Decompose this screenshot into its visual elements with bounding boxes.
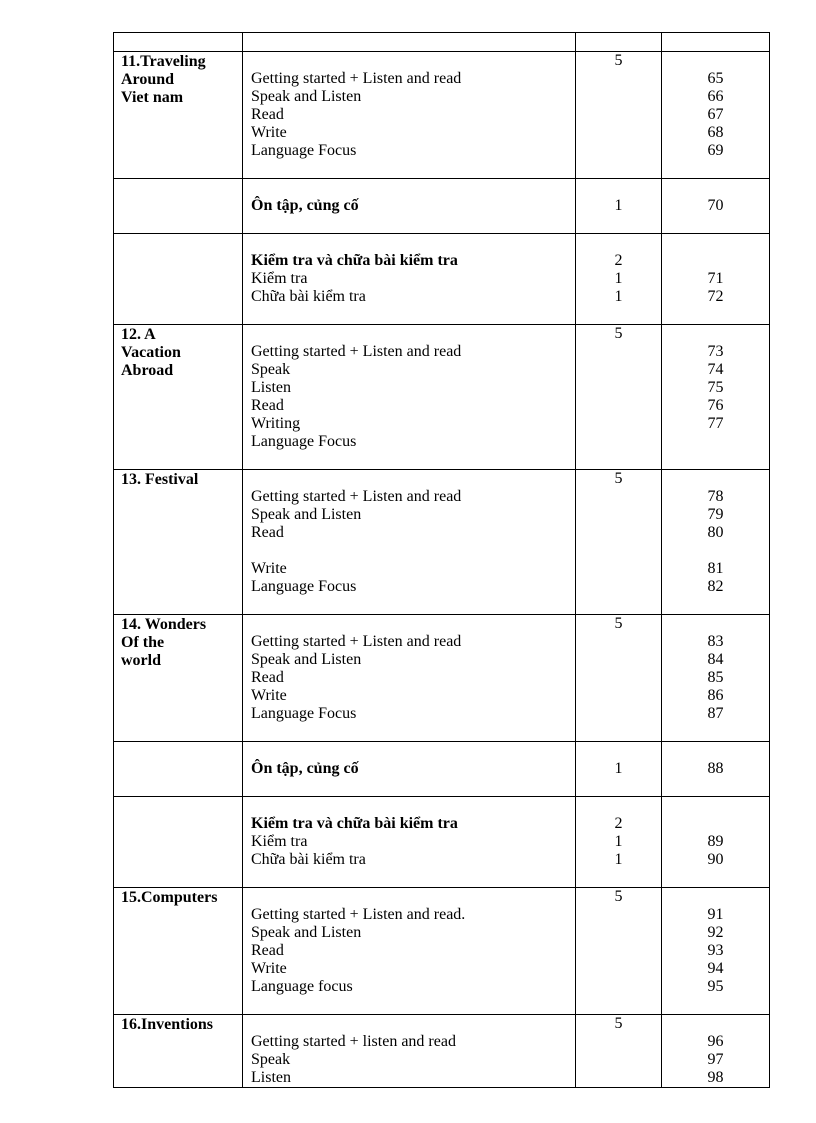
lesson-content-cell: [243, 615, 576, 742]
unit-cell: [114, 52, 243, 179]
lesson-number: 84: [707, 651, 724, 668]
unit-cell: [114, 797, 243, 888]
lesson-number: [662, 179, 769, 197]
lesson-item: Write: [251, 124, 287, 141]
unit-title: 13. Festival: [121, 471, 199, 488]
unit-cell: [114, 888, 243, 1015]
lesson-item: [251, 325, 571, 343]
lesson-number: [662, 815, 769, 833]
lesson-number: [662, 252, 769, 270]
lesson-number: 87: [707, 705, 724, 722]
unit-cell: [114, 742, 243, 797]
lesson-number: [662, 234, 769, 252]
lesson-item: [251, 888, 571, 906]
period-count: 1: [614, 833, 623, 850]
table-row: [114, 52, 770, 179]
lesson-item: Speak and Listen: [251, 651, 362, 668]
lesson-item: Chữa bài kiểm tra: [251, 851, 366, 868]
lesson-number: [662, 1015, 769, 1033]
periods-cell: [576, 52, 662, 179]
unit-title: 12. A Vacation Abroad: [121, 326, 181, 379]
lesson-content-cell: [243, 179, 576, 234]
lesson-number: [662, 470, 769, 488]
lesson-item: Read: [251, 106, 284, 123]
lesson-item: Read: [251, 397, 284, 414]
table-row: [114, 797, 770, 888]
lesson-content-cell: [243, 797, 576, 888]
lesson-item: [251, 470, 571, 488]
curriculum-table: [113, 32, 770, 1088]
periods-cell: [576, 888, 662, 1015]
lesson-number: [662, 52, 769, 70]
lesson-number: [662, 615, 769, 633]
lesson-item: Language Focus: [251, 705, 357, 722]
lesson-content-cell: [243, 742, 576, 797]
unit-cell: [114, 234, 243, 325]
unit-cell: [114, 33, 243, 52]
lesson-item: Read: [251, 524, 284, 541]
lesson-number: [662, 797, 769, 815]
lesson-number: 72: [707, 288, 724, 305]
lesson-item: Ôn tập, củng cố: [251, 760, 359, 777]
lesson-content-cell: [243, 33, 576, 52]
lesson-content-cell: [243, 470, 576, 615]
lesson-number: 88: [707, 760, 724, 777]
lesson-item: Speak and Listen: [251, 88, 362, 105]
lesson-number-cell: [662, 470, 770, 615]
unit-title: 11.Traveling Around Viet nam: [121, 53, 206, 106]
lesson-number: 77: [707, 415, 724, 432]
lesson-item: Write: [251, 687, 287, 704]
lesson-number-cell: [662, 234, 770, 325]
lesson-number-cell: [662, 1015, 770, 1088]
period-count: 2: [614, 815, 623, 832]
lesson-number: 67: [707, 106, 724, 123]
lesson-item: Writing: [251, 415, 301, 432]
period-count: [576, 179, 661, 197]
lesson-number-cell: [662, 52, 770, 179]
lesson-number-cell: [662, 33, 770, 52]
unit-title: 15.Computers: [121, 889, 218, 906]
periods-cell: [576, 797, 662, 888]
period-count: 1: [614, 288, 623, 305]
lesson-number: 98: [707, 1069, 724, 1086]
lesson-number: [662, 325, 769, 343]
lesson-item: Speak and Listen: [251, 506, 362, 523]
lesson-number: 74: [707, 361, 724, 378]
period-count: [576, 234, 661, 252]
lesson-item: [251, 797, 571, 815]
lesson-item: Kiểm tra và chữa bài kiểm tra: [251, 815, 458, 832]
table-row: [114, 33, 770, 52]
table-row: [114, 888, 770, 1015]
lesson-number: 89: [707, 833, 724, 850]
unit-title: 14. Wonders Of the world: [121, 616, 207, 669]
lesson-item: [251, 179, 571, 197]
periods-cell: [576, 742, 662, 797]
lesson-item: Kiểm tra: [251, 833, 308, 850]
table-row: [114, 1015, 770, 1088]
lesson-number: 76: [707, 397, 724, 414]
table-row: [114, 234, 770, 325]
lesson-number: 93: [707, 942, 724, 959]
lesson-item: Chữa bài kiểm tra: [251, 288, 366, 305]
lesson-item: Language Focus: [251, 433, 357, 450]
lesson-number: 70: [707, 197, 724, 214]
lesson-item: Getting started + listen and read: [251, 1033, 456, 1050]
lesson-number: 75: [707, 379, 724, 396]
table-row: [114, 470, 770, 615]
lesson-item: [251, 1015, 571, 1033]
lesson-content-cell: [243, 1015, 576, 1088]
periods-cell: [576, 179, 662, 234]
lesson-content-cell: [243, 325, 576, 470]
period-count: [576, 742, 661, 760]
lesson-item: Getting started + Listen and read: [251, 488, 462, 505]
period-count: 5: [614, 52, 623, 69]
period-count: 5: [614, 470, 623, 487]
lesson-number-cell: [662, 888, 770, 1015]
lesson-item: Language Focus: [251, 142, 357, 159]
lesson-number: [662, 542, 769, 560]
periods-cell: [576, 1015, 662, 1088]
lesson-item: Listen: [251, 1069, 291, 1086]
lesson-content-cell: [243, 234, 576, 325]
period-count: 5: [614, 615, 623, 632]
period-count: 5: [614, 888, 623, 905]
lesson-item: [251, 234, 571, 252]
lesson-number: 69: [707, 142, 724, 159]
lesson-number: 95: [707, 978, 724, 995]
lesson-number: 86: [707, 687, 724, 704]
lesson-item: Getting started + Listen and read: [251, 633, 462, 650]
lesson-item: Kiểm tra: [251, 270, 308, 287]
lesson-number: 66: [707, 88, 724, 105]
periods-cell: [576, 33, 662, 52]
table-row: [114, 615, 770, 742]
lesson-item: [251, 33, 571, 51]
lesson-item: Ôn tập, củng cố: [251, 197, 359, 214]
lesson-content-cell: [243, 52, 576, 179]
lesson-number: 92: [707, 924, 724, 941]
unit-cell: [114, 615, 243, 742]
lesson-item: [251, 615, 571, 633]
period-count: 1: [614, 197, 623, 214]
lesson-number: [662, 33, 769, 51]
lesson-item: [251, 52, 571, 70]
period-count: 1: [614, 851, 623, 868]
table-row: [114, 742, 770, 797]
lesson-item: Read: [251, 942, 284, 959]
lesson-number: 85: [707, 669, 724, 686]
lesson-item: [251, 542, 571, 560]
period-count: 1: [614, 270, 623, 287]
lesson-number: 91: [707, 906, 724, 923]
curriculum-table-body: [114, 33, 770, 1088]
lesson-number: 94: [707, 960, 724, 977]
lesson-number: 90: [707, 851, 724, 868]
lesson-number: 82: [707, 578, 724, 595]
lesson-number-cell: [662, 179, 770, 234]
period-count: [576, 797, 661, 815]
lesson-number: 79: [707, 506, 724, 523]
lesson-item: Getting started + Listen and read.: [251, 906, 466, 923]
lesson-item: Listen: [251, 379, 291, 396]
lesson-number: [662, 888, 769, 906]
lesson-number: 68: [707, 124, 724, 141]
lesson-item: Language Focus: [251, 578, 357, 595]
lesson-item: Getting started + Listen and read: [251, 70, 462, 87]
lesson-number-cell: [662, 797, 770, 888]
lesson-number-cell: [662, 742, 770, 797]
lesson-number: 73: [707, 343, 724, 360]
unit-cell: [114, 325, 243, 470]
lesson-number: 71: [707, 270, 724, 287]
lesson-number: 97: [707, 1051, 724, 1068]
periods-cell: [576, 325, 662, 470]
lesson-item: Language focus: [251, 978, 353, 995]
unit-cell: [114, 179, 243, 234]
unit-cell: [114, 1015, 243, 1088]
lesson-number: 96: [707, 1033, 724, 1050]
lesson-item: Speak and Listen: [251, 924, 362, 941]
lesson-content-cell: [243, 888, 576, 1015]
lesson-number: 80: [707, 524, 724, 541]
period-count: 5: [614, 325, 623, 342]
period-count: [576, 33, 661, 51]
lesson-number: [662, 742, 769, 760]
lesson-number: 78: [707, 488, 724, 505]
lesson-number: 83: [707, 633, 724, 650]
lesson-item: Write: [251, 960, 287, 977]
periods-cell: [576, 615, 662, 742]
table-row: [114, 179, 770, 234]
period-count: 2: [614, 252, 623, 269]
lesson-item: Read: [251, 669, 284, 686]
lesson-number: 65: [707, 70, 724, 87]
lesson-number-cell: [662, 615, 770, 742]
lesson-item: [251, 742, 571, 760]
lesson-item: Write: [251, 560, 287, 577]
unit-cell: [114, 470, 243, 615]
period-count: 1: [614, 760, 623, 777]
lesson-number-cell: [662, 325, 770, 470]
lesson-item: Getting started + Listen and read: [251, 343, 462, 360]
lesson-item: Speak: [251, 361, 291, 378]
periods-cell: [576, 470, 662, 615]
unit-title: 16.Inventions: [121, 1016, 214, 1033]
table-row: [114, 325, 770, 470]
lesson-item: Speak: [251, 1051, 291, 1068]
period-count: 5: [614, 1015, 623, 1032]
lesson-number: 81: [707, 560, 724, 577]
lesson-item: Kiểm tra và chữa bài kiểm tra: [251, 252, 458, 269]
periods-cell: [576, 234, 662, 325]
